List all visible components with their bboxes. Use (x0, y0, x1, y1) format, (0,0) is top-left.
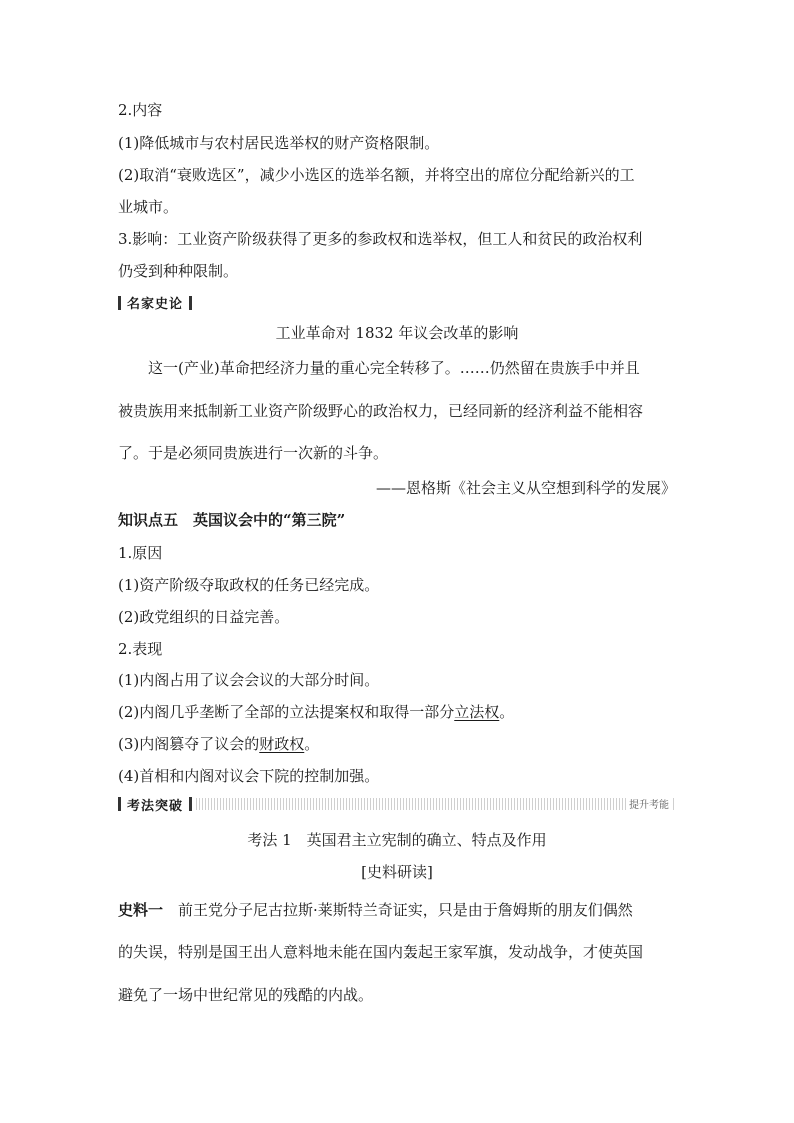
knowledge-point-5-title: 知识点五 英国议会中的“第三院” (118, 511, 346, 529)
item-3-underlined: 财政权 (259, 735, 305, 753)
kaofa-subtitle: [史料研读] (361, 863, 433, 881)
quote-line-1: 这一(产业)革命把经济力量的重心完全转移了。……仍然留在贵族手中并且 (148, 359, 640, 377)
quote-line-3: 了。于是必须同贵族进行一次新的斗争。 (118, 444, 389, 462)
manifestation-item-2 (118, 702, 676, 722)
item-2-text: (2)内阁几乎垄断了全部的立法提案权和取得一部分 (118, 703, 455, 721)
source-1-line-3: 避免了一场中世纪常见的残酷的内战。 (118, 986, 374, 1004)
item-2-underlined: 立法权 (454, 703, 500, 721)
kaofa-banner (118, 794, 676, 814)
quote-source: ——恩格斯《社会主义从空想到科学的发展》 (375, 479, 676, 497)
quote-line-2: 被贵族用来抵制新工业资产阶级野心的政治权力，已经同新的经济利益不能相容 (118, 402, 644, 420)
manifestation-item-3 (118, 734, 676, 754)
item-2-end: 。 (499, 703, 515, 721)
reason-item-2: (2)政党组织的日益完善。 (118, 608, 290, 626)
item-3-text: (3)内阁篡夺了议会的 (118, 735, 260, 753)
content-item-1: (1)降低城市与农村居民选举权的财产资格限制。 (118, 134, 440, 152)
source-1-line-1 (118, 900, 676, 920)
mingjia-tag-label: 名家史论 (127, 297, 184, 312)
source-1-label: 史料一 (118, 901, 164, 919)
mingjia-tag (118, 293, 192, 312)
source-1-line-2: 的失误，特别是国王出人意料地未能在国内轰起王家军旗，发动战争，才使英国 (118, 943, 644, 961)
item-3-end: 。 (304, 735, 320, 753)
mingjia-title: 工业革命对 1832 年议会改革的影响 (275, 324, 519, 342)
reasons-heading: 1.原因 (118, 544, 163, 562)
content-item-2-line-2: 业城市。 (118, 198, 179, 216)
content-item-2-line-1: (2)取消“衰败选区”，减少小选区的选举名额，并将空出的席位分配给新兴的工 (118, 166, 635, 184)
impact-line-1: 3.影响：工业资产阶级获得了更多的参政权和选举权，但工人和贫民的政治权利 (118, 230, 643, 248)
tag-right-bar (189, 296, 192, 310)
manifestation-item-4: (4)首相和内阁对议会下院的控制加强。 (118, 767, 380, 785)
reason-item-1: (1)资产阶级夺取政权的任务已经完成。 (118, 576, 380, 594)
manifestation-heading: 2.表现 (118, 640, 163, 658)
impact-line-2: 仍受到种种限制。 (118, 262, 239, 280)
section-heading-content: 2.内容 (118, 101, 163, 119)
banner-hatch (196, 798, 676, 810)
kaofa-title: 考法 1 英国君主立宪制的确立、特点及作用 (247, 831, 547, 849)
source-1-text: 前王党分子尼古拉斯·莱斯特兰奇证实，只是由于詹姆斯的朋友们偶然 (163, 901, 633, 919)
kaofa-banner-label: 考法突破 (121, 795, 189, 814)
manifestation-item-1: (1)内阁占用了议会会议的大部分时间。 (118, 671, 380, 689)
banner-right-bar (189, 797, 192, 811)
banner-right-label: 提升考能 (626, 796, 672, 811)
